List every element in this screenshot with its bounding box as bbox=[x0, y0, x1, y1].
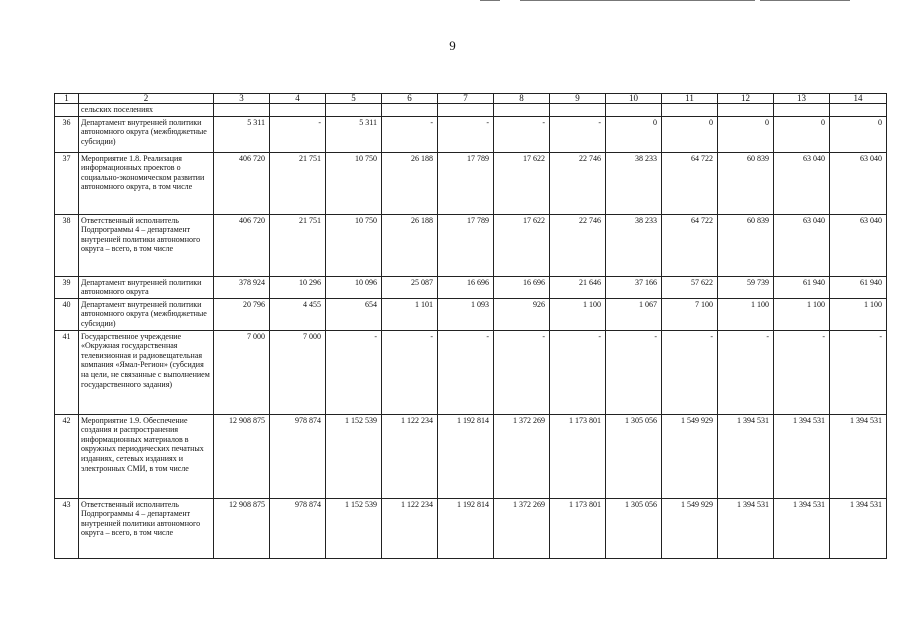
value-cell-col-11: 1 549 929 bbox=[662, 498, 718, 558]
value-cell-col-4: 7 000 bbox=[270, 330, 326, 414]
value-cell-col-8: 16 696 bbox=[494, 276, 550, 298]
value-cell-col-10: 38 233 bbox=[606, 152, 662, 214]
table-row bbox=[55, 276, 887, 298]
value-cell-col-6: 1 101 bbox=[382, 298, 438, 330]
scan-artifact-line bbox=[520, 0, 755, 1]
row-number-cell: 39 bbox=[55, 276, 79, 298]
value-cell-col-6: - bbox=[382, 116, 438, 152]
value-cell-col-11: - bbox=[662, 330, 718, 414]
value-cell-col-14: 1 100 bbox=[830, 298, 887, 330]
value-cell-col-9: 22 746 bbox=[550, 152, 606, 214]
page-number: 9 bbox=[449, 38, 456, 53]
value-cell-col-3: 406 720 bbox=[214, 214, 270, 276]
value-cell-col-14: 1 394 531 bbox=[830, 498, 887, 558]
value-cell-col-9: - bbox=[550, 116, 606, 152]
value-cell-col-4: 10 296 bbox=[270, 276, 326, 298]
value-cell-col-9: 21 646 bbox=[550, 276, 606, 298]
value-cell-col-12: 60 839 bbox=[718, 214, 774, 276]
value-cell-col-14: 1 394 531 bbox=[830, 414, 887, 498]
value-cell-col-10: 1 305 056 bbox=[606, 498, 662, 558]
value-cell-col-3: 12 908 875 bbox=[214, 414, 270, 498]
column-header-14: 14 bbox=[830, 94, 887, 104]
column-header-13: 13 bbox=[774, 94, 830, 104]
value-cell-col-14: - bbox=[830, 330, 887, 414]
row-name-cell: Государственное учреждение «Окружная государственная телевизионная и радиовещательная компания «Ямал-Регион» (субсидия на цели, не связанные с выполнением государственного задания) bbox=[79, 330, 214, 414]
value-cell-col-13: 0 bbox=[774, 116, 830, 152]
column-header-5: 5 bbox=[326, 94, 382, 104]
value-cell-col-6: 26 188 bbox=[382, 152, 438, 214]
value-cell-col-8: 17 622 bbox=[494, 214, 550, 276]
column-header-12: 12 bbox=[718, 94, 774, 104]
value-cell-col-12: 1 100 bbox=[718, 298, 774, 330]
value-cell-col-7: - bbox=[438, 330, 494, 414]
table-row bbox=[55, 414, 887, 498]
scan-artifact-line bbox=[480, 0, 500, 1]
value-cell-col-9: 1 173 801 bbox=[550, 498, 606, 558]
value-cell-col-12: 1 394 531 bbox=[718, 498, 774, 558]
row-number-cell: 42 bbox=[55, 414, 79, 498]
value-cell-col-6: - bbox=[382, 330, 438, 414]
row-number-cell: 36 bbox=[55, 116, 79, 152]
value-cell-col-5: 10 750 bbox=[326, 152, 382, 214]
value-cell-col-5: 5 311 bbox=[326, 116, 382, 152]
column-header-11: 11 bbox=[662, 94, 718, 104]
value-cell-col-11: 57 622 bbox=[662, 276, 718, 298]
scan-artifact-line bbox=[760, 0, 850, 1]
value-cell-col-12: 60 839 bbox=[718, 152, 774, 214]
row-number-cell: 37 bbox=[55, 152, 79, 214]
value-cell-col-14: 61 940 bbox=[830, 276, 887, 298]
value-cell-col-6: 1 122 234 bbox=[382, 414, 438, 498]
value-cell-col-5: 1 152 539 bbox=[326, 414, 382, 498]
table-row bbox=[55, 330, 887, 414]
table-row bbox=[55, 152, 887, 214]
value-cell-col-10: 1 067 bbox=[606, 298, 662, 330]
value-cell-col-4: 21 751 bbox=[270, 152, 326, 214]
column-header-3: 3 bbox=[214, 94, 270, 104]
column-header-10: 10 bbox=[606, 94, 662, 104]
budget-table bbox=[54, 93, 887, 559]
value-cell-col-11: 7 100 bbox=[662, 298, 718, 330]
value-cell-col-4: - bbox=[270, 116, 326, 152]
row-name-cell: Департамент внутренней политики автономного округа (межбюджетные субсидии) bbox=[79, 298, 214, 330]
value-cell-col-14: 0 bbox=[830, 116, 887, 152]
column-header-4: 4 bbox=[270, 94, 326, 104]
table-row-continuation bbox=[55, 104, 887, 117]
row-name-cell: Мероприятие 1.8. Реализация информационных проектов о социально-экономическом развитии автономного округа, в том числе bbox=[79, 152, 214, 214]
value-cell-col-8: - bbox=[494, 116, 550, 152]
row-number-cell: 41 bbox=[55, 330, 79, 414]
value-cell-col-12: 1 394 531 bbox=[718, 414, 774, 498]
value-cell-col-9: - bbox=[550, 330, 606, 414]
value-cell-col-4: 21 751 bbox=[270, 214, 326, 276]
value-cell-col-10: 0 bbox=[606, 116, 662, 152]
value-cell-col-12: 59 739 bbox=[718, 276, 774, 298]
value-cell-col-3: 12 908 875 bbox=[214, 498, 270, 558]
value-cell-col-7: 17 789 bbox=[438, 152, 494, 214]
table-row bbox=[55, 214, 887, 276]
row-number-cell: 40 bbox=[55, 298, 79, 330]
value-cell-col-5: 654 bbox=[326, 298, 382, 330]
value-cell-col-11: 1 549 929 bbox=[662, 414, 718, 498]
value-cell-col-7: 1 093 bbox=[438, 298, 494, 330]
table-row bbox=[55, 116, 887, 152]
column-header-9: 9 bbox=[550, 94, 606, 104]
value-cell-col-9: 22 746 bbox=[550, 214, 606, 276]
value-cell-col-7: 17 789 bbox=[438, 214, 494, 276]
value-cell-col-11: 64 722 bbox=[662, 214, 718, 276]
value-cell-col-6: 26 188 bbox=[382, 214, 438, 276]
value-cell-col-7: - bbox=[438, 116, 494, 152]
row-name-cell: Мероприятие 1.9. Обеспечение создания и распространения информационных материалов в окружных периодических печатных изданиях, сетевых изданиях и электронных СМИ, в том числе bbox=[79, 414, 214, 498]
column-header-1: 1 bbox=[55, 94, 79, 104]
value-cell-col-7: 16 696 bbox=[438, 276, 494, 298]
value-cell-col-5: 10 750 bbox=[326, 214, 382, 276]
value-cell-col-8: 17 622 bbox=[494, 152, 550, 214]
row-number-cell: 38 bbox=[55, 214, 79, 276]
row-name-cell: Ответственный исполнитель Подпрограммы 4 – департамент внутренней политики автономного округа – всего, в том числе bbox=[79, 214, 214, 276]
row-name-cell: Департамент внутренней политики автономного округа bbox=[79, 276, 214, 298]
value-cell-col-14: 63 040 bbox=[830, 152, 887, 214]
value-cell-col-5: 1 152 539 bbox=[326, 498, 382, 558]
table-row bbox=[55, 498, 887, 558]
value-cell-col-6: 25 087 bbox=[382, 276, 438, 298]
column-header-2: 2 bbox=[79, 94, 214, 104]
value-cell-col-11: 0 bbox=[662, 116, 718, 152]
value-cell-col-3: 406 720 bbox=[214, 152, 270, 214]
value-cell-col-4: 978 874 bbox=[270, 414, 326, 498]
value-cell-col-8: 1 372 269 bbox=[494, 414, 550, 498]
value-cell-col-3: 5 311 bbox=[214, 116, 270, 152]
value-cell-col-3: 20 796 bbox=[214, 298, 270, 330]
value-cell-col-11: 64 722 bbox=[662, 152, 718, 214]
value-cell-col-13: 1 394 531 bbox=[774, 414, 830, 498]
header-row bbox=[55, 94, 887, 104]
value-cell-col-10: 37 166 bbox=[606, 276, 662, 298]
value-cell-col-5: - bbox=[326, 330, 382, 414]
value-cell-col-4: 4 455 bbox=[270, 298, 326, 330]
value-cell-col-10: 38 233 bbox=[606, 214, 662, 276]
value-cell-col-3: 7 000 bbox=[214, 330, 270, 414]
table-row bbox=[55, 298, 887, 330]
column-header-7: 7 bbox=[438, 94, 494, 104]
row-name-cell: Департамент внутренней политики автономного округа (межбюджетные субсидии) bbox=[79, 116, 214, 152]
value-cell-col-3: 378 924 bbox=[214, 276, 270, 298]
value-cell-col-13: 63 040 bbox=[774, 152, 830, 214]
value-cell-col-8: 926 bbox=[494, 298, 550, 330]
value-cell-col-4: 978 874 bbox=[270, 498, 326, 558]
value-cell-col-7: 1 192 814 bbox=[438, 414, 494, 498]
value-cell-col-13: 1 394 531 bbox=[774, 498, 830, 558]
value-cell-col-12: 0 bbox=[718, 116, 774, 152]
value-cell-col-10: - bbox=[606, 330, 662, 414]
value-cell-col-9: 1 173 801 bbox=[550, 414, 606, 498]
value-cell-col-5: 10 096 bbox=[326, 276, 382, 298]
value-cell-col-13: 63 040 bbox=[774, 214, 830, 276]
value-cell-col-12: - bbox=[718, 330, 774, 414]
value-cell-col-9: 1 100 bbox=[550, 298, 606, 330]
column-header-6: 6 bbox=[382, 94, 438, 104]
row-name-cell: Ответственный исполнитель Подпрограммы 4 – департамент внутренней политики автономного округа – всего, в том числе bbox=[79, 498, 214, 558]
value-cell-col-14: 63 040 bbox=[830, 214, 887, 276]
column-header-8: 8 bbox=[494, 94, 550, 104]
value-cell-col-8: 1 372 269 bbox=[494, 498, 550, 558]
value-cell-col-10: 1 305 056 bbox=[606, 414, 662, 498]
row-name-cell: сельских поселениях bbox=[79, 104, 214, 117]
table-body bbox=[55, 104, 887, 559]
row-number-cell bbox=[55, 104, 79, 117]
value-cell-col-6: 1 122 234 bbox=[382, 498, 438, 558]
value-cell-col-8: - bbox=[494, 330, 550, 414]
value-cell-col-13: - bbox=[774, 330, 830, 414]
value-cell-col-7: 1 192 814 bbox=[438, 498, 494, 558]
row-number-cell: 43 bbox=[55, 498, 79, 558]
value-cell-col-13: 61 940 bbox=[774, 276, 830, 298]
value-cell-col-13: 1 100 bbox=[774, 298, 830, 330]
